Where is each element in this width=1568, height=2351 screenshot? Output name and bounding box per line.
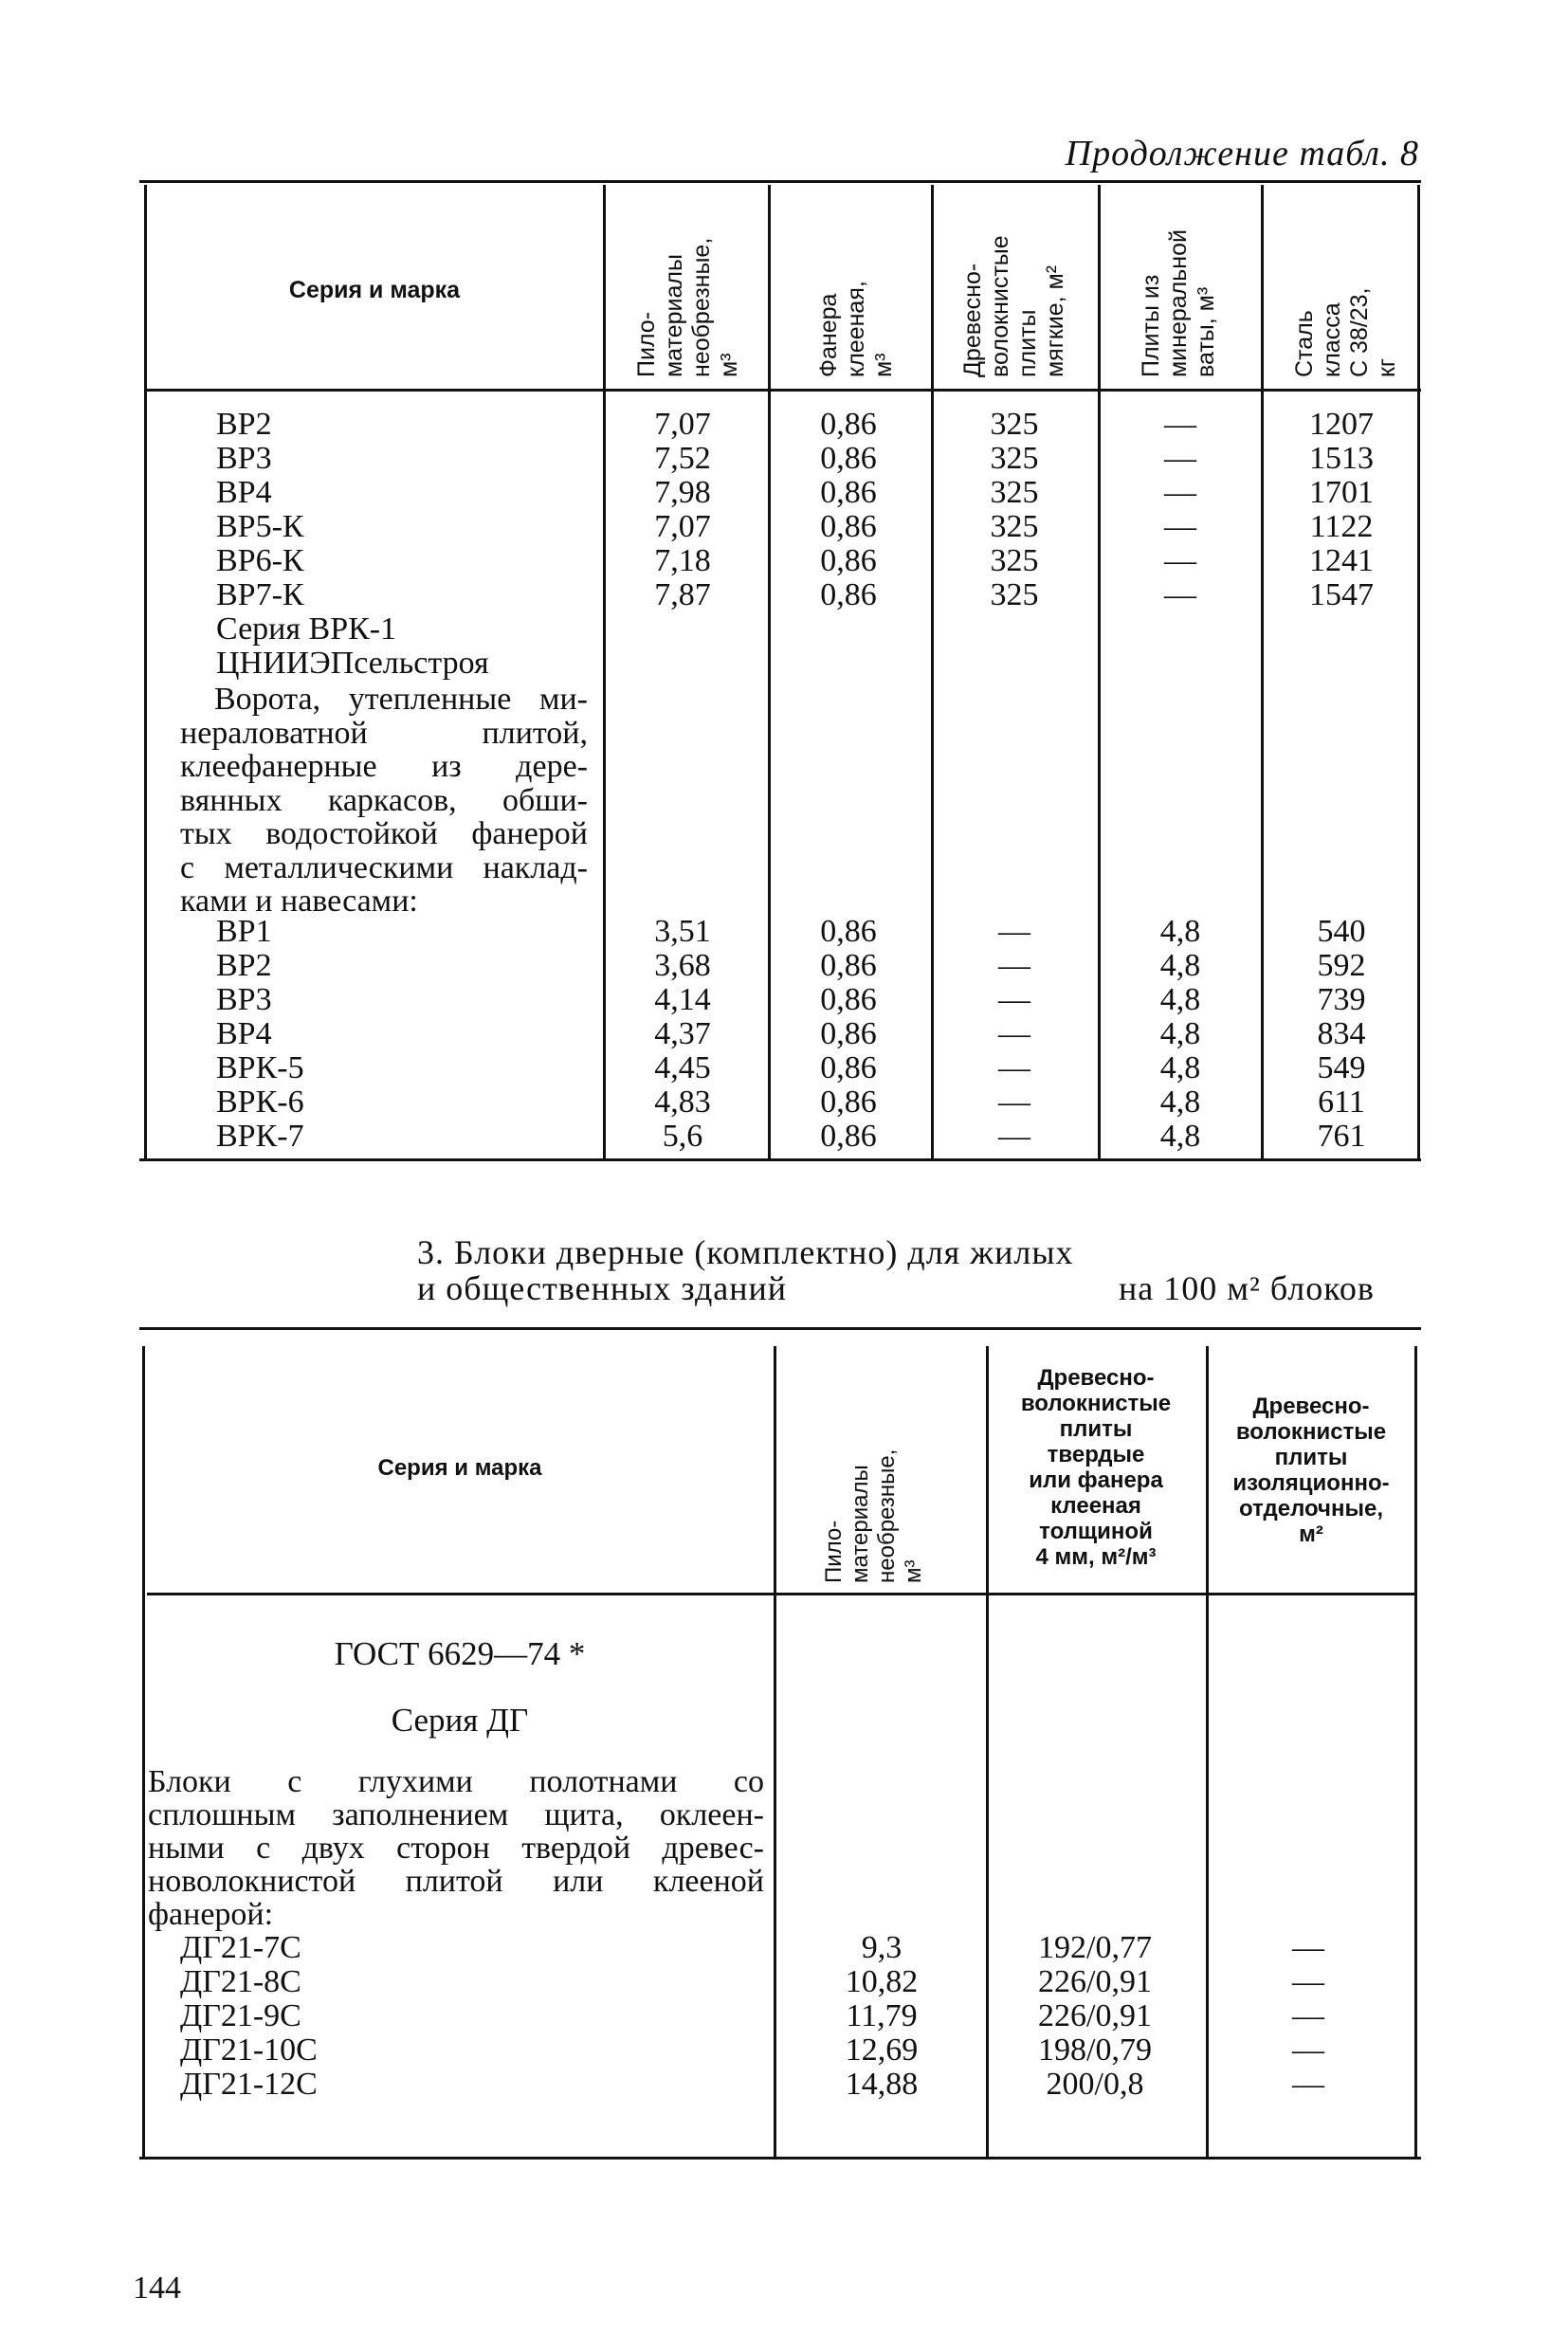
header-line: клееная, [843, 281, 869, 377]
table-cell: 4,8 [1159, 982, 1201, 1017]
table-cell: — [998, 914, 1030, 949]
table2-header-series: Серия и марка [377, 1455, 542, 1481]
table1-header-soft-fiberboard [959, 235, 1069, 377]
table-row-label: ВР5-К [216, 509, 304, 544]
table-cell: 5,6 [662, 1119, 703, 1154]
table1-soft-fiberboard-values-b [957, 915, 1071, 1154]
table2-hard-fiberboard-values [1005, 1931, 1185, 2102]
table-row-label: ВР4 [216, 1016, 272, 1051]
table-cell: 4,8 [1159, 1050, 1201, 1085]
header-line: необрезные, [874, 1449, 900, 1583]
table-cell: 7,07 [654, 407, 711, 442]
table-row-label: ДГ21-8С [180, 1964, 301, 1999]
table2-insulating-fiberboard-values [1261, 1931, 1356, 2102]
table-cell: — [998, 1050, 1030, 1085]
page-number: 144 [133, 2270, 181, 2305]
table-cell: 1241 [1309, 543, 1374, 578]
table-cell: 1207 [1309, 407, 1374, 442]
table-cell: 4,8 [1159, 1016, 1201, 1051]
table-row-label: ВР2 [216, 407, 272, 442]
header-line: материалы [661, 254, 687, 377]
table-row-label: ДГ21-10С [180, 2032, 318, 2068]
table-row-label: ВРК-7 [216, 1119, 304, 1154]
section-3-unit: на 100 м² блоков [1119, 1269, 1375, 1307]
table-cell: 4,14 [654, 982, 711, 1017]
header-line: 4 мм, м²/м³ [1035, 1544, 1157, 1570]
header-line: изоляционно- [1232, 1470, 1390, 1496]
table1-divider-3 [931, 185, 934, 1158]
table-cell: 3,68 [654, 948, 711, 983]
table2-description [148, 1765, 764, 1931]
table-cell: 325 [990, 543, 1039, 578]
table-cell: — [1164, 577, 1196, 612]
table-cell: 1701 [1309, 475, 1374, 510]
header-line: Древесно- [959, 263, 986, 377]
table1-mineral-wool-values-b [1123, 915, 1237, 1154]
table-row-label: ВРК-5 [216, 1050, 304, 1085]
table-row-label: ДГ21-7С [180, 1930, 301, 1965]
header-line: Пило- [633, 311, 660, 377]
table-row-label: ДГ21-12С [180, 2067, 318, 2102]
table-row-label: ВР1 [216, 914, 272, 949]
table-cell: 7,98 [654, 475, 711, 510]
table-cell: — [998, 1119, 1030, 1154]
header-line: м³ [901, 1559, 926, 1583]
table-cell: 11,79 [846, 1998, 918, 2033]
table-cell: 10,82 [845, 1964, 919, 1999]
table-cell: 834 [1317, 1016, 1366, 1051]
description-line: ными с двух сторон твердой древес- [148, 1831, 764, 1866]
description-line: нераловатной плитой, [180, 715, 588, 751]
table1-divider-2 [768, 185, 771, 1158]
header-line: м³ [716, 353, 742, 377]
table-cell: 325 [990, 577, 1039, 612]
table-cell: 325 [990, 509, 1039, 544]
table-cell: — [1164, 509, 1196, 544]
table-cell: 12,69 [845, 2032, 919, 2068]
table-cell: 226/0,91 [1038, 1964, 1152, 1999]
header-line: Плиты из [1138, 274, 1164, 377]
header-line: Древесно- [1252, 1394, 1370, 1419]
header-line: мягкие, м² [1042, 264, 1068, 377]
header-line: волокнистые [987, 235, 1013, 377]
table-row-label: ВР3 [216, 441, 272, 476]
table-cell: — [1164, 543, 1196, 578]
description-line: ками и навесами: [180, 884, 418, 919]
table-cell: 739 [1317, 982, 1366, 1017]
header-line: твердые [1047, 1442, 1145, 1467]
table-row-label: ВРК-6 [216, 1084, 304, 1120]
table2-series: Серия ДГ [391, 1702, 529, 1739]
table-cell: 0,86 [820, 1119, 877, 1154]
table1-steel-values-b [1285, 915, 1398, 1154]
table-cell: — [998, 1084, 1030, 1120]
table-cell: 7,07 [654, 509, 711, 544]
table-cell: 0,86 [820, 948, 877, 983]
table-cell: 0,86 [820, 475, 877, 510]
table1-series-column-b [216, 915, 304, 1154]
table1-lumber-values-b [626, 915, 739, 1154]
description-line: сплошным заполнением щита, оклеен- [148, 1797, 764, 1832]
table-cell: — [1164, 441, 1196, 476]
table-cell: 7,52 [654, 441, 711, 476]
table1-divider-1 [603, 185, 606, 1158]
series-organization: ЦНИИЭПсельстроя [216, 646, 489, 681]
header-line: Древесно- [1037, 1365, 1155, 1391]
description-line: вянных каркасов, обши- [180, 782, 588, 818]
table-cell: — [998, 982, 1030, 1017]
table1-divider-4 [1098, 185, 1101, 1158]
table-row-label: ВР4 [216, 475, 272, 510]
header-line: Пило- [821, 1520, 847, 1583]
table2-divider-1 [774, 1346, 776, 2157]
table-cell: 0,86 [820, 1016, 877, 1051]
header-line: м² [1299, 1522, 1323, 1547]
table1-left-border [144, 185, 147, 1158]
table-cell: 14,88 [845, 2067, 919, 2102]
table-cell: 611 [1318, 1084, 1365, 1120]
table2-header-hard-fiberboard [992, 1365, 1200, 1570]
table1-steel-values-a [1285, 408, 1398, 612]
header-line: класса [1319, 302, 1345, 377]
table-cell: 4,83 [654, 1084, 711, 1120]
table1-header-mineral-wool [1138, 229, 1220, 377]
table-row-label: ВР7-К [216, 577, 304, 612]
table-cell: 0,86 [820, 441, 877, 476]
table2-lumber-values [815, 1931, 948, 2102]
table2-series-column [180, 1931, 318, 2102]
table1-top-rule [139, 180, 1421, 183]
header-line: минеральной [1165, 229, 1192, 377]
header-line: ваты, м³ [1193, 286, 1219, 377]
table-cell: 0,86 [820, 982, 877, 1017]
table-cell: 192/0,77 [1038, 1930, 1152, 1965]
table-cell: 0,86 [820, 914, 877, 949]
table-cell: 4,8 [1159, 1119, 1201, 1154]
table-cell: 0,86 [820, 1050, 877, 1085]
table-cell: — [998, 948, 1030, 983]
table-cell: 9,3 [861, 1930, 903, 1965]
table-cell: — [1292, 2067, 1324, 2102]
table2-top-rule [139, 1327, 1421, 1330]
description-line: клеефанерные из дере- [180, 749, 588, 784]
table-cell: 4,37 [654, 1016, 711, 1051]
description-line: фанерой: [148, 1897, 274, 1932]
table-cell: — [1292, 1930, 1324, 1965]
section-3-title-line2: и общественных зданий [417, 1269, 788, 1307]
table-cell: 0,86 [820, 577, 877, 612]
table-cell: 1547 [1309, 577, 1374, 612]
table-cell: 549 [1317, 1050, 1366, 1085]
table-cell: 0,86 [820, 543, 877, 578]
table1-right-border [1417, 185, 1420, 1158]
table-row-label: ВР2 [216, 948, 272, 983]
table1-header-lumber [633, 238, 743, 377]
table1-description [180, 683, 588, 919]
header-line: клееная [1050, 1493, 1141, 1519]
table-cell: 592 [1317, 948, 1366, 983]
table-cell: 4,8 [1159, 948, 1201, 983]
table1-plywood-values-a [792, 408, 905, 612]
table2-left-border [142, 1346, 145, 2157]
table1-lumber-values-a [626, 408, 739, 612]
table1-bottom-rule [139, 1158, 1421, 1161]
header-line: Сталь [1291, 310, 1318, 377]
header-line: отделочные, [1238, 1496, 1383, 1522]
table-cell: 226/0,91 [1038, 1998, 1152, 2033]
table-cell: 4,8 [1159, 1084, 1201, 1120]
table-continuation-caption: Продолжение табл. 8 [1065, 134, 1419, 173]
table1-header-series: Серия и марка [288, 277, 461, 303]
table-cell: — [1292, 1998, 1324, 2033]
header-line: материалы [848, 1465, 873, 1583]
table-cell: 540 [1317, 914, 1366, 949]
header-line: волокнистые [1235, 1419, 1387, 1445]
table-cell: 3,51 [654, 914, 711, 949]
header-line: плиты [1274, 1445, 1348, 1470]
header-line: необрезные, [688, 237, 715, 377]
table1-header-rule [147, 389, 1421, 392]
table-cell: 325 [990, 407, 1039, 442]
table1-header-steel [1291, 287, 1401, 377]
header-line: кг [1374, 357, 1400, 377]
table2-divider-2 [986, 1346, 989, 2157]
table-cell: 7,87 [654, 577, 711, 612]
table2-header-insulating-fiberboard [1212, 1394, 1411, 1547]
table1-soft-fiberboard-values-a [957, 408, 1071, 612]
description-line: Ворота, утепленные ми- [214, 682, 588, 717]
series-title: Серия ВРК-1 [216, 611, 397, 647]
table-cell: 7,18 [654, 543, 711, 578]
table-cell: 325 [990, 441, 1039, 476]
table2-header-rule [147, 1593, 1415, 1595]
table-cell: 1122 [1309, 509, 1374, 544]
table-cell: — [1292, 2032, 1324, 2068]
table-cell: — [1164, 407, 1196, 442]
table-cell: 0,86 [820, 509, 877, 544]
table2-gost: ГОСТ 6629—74 * [334, 1635, 586, 1672]
table1-divider-5 [1261, 185, 1264, 1158]
table-cell: 4,8 [1159, 914, 1201, 949]
header-line: С 38/23, [1346, 287, 1373, 377]
table-cell: 325 [990, 475, 1039, 510]
table1-series-column-a [216, 408, 489, 681]
table1-header-plywood [815, 281, 898, 377]
description-line: с металлическими наклад- [180, 849, 588, 885]
table2-divider-3 [1206, 1346, 1209, 2157]
table-cell: — [998, 1016, 1030, 1051]
header-line: плиты [1059, 1416, 1133, 1442]
table1-plywood-values-b [792, 915, 905, 1154]
section-3-title-line1: 3. Блоки дверные (комплектно) для жилых [417, 1233, 1074, 1271]
description-line: Блоки с глухими полотнами со [148, 1764, 764, 1799]
description-line: тых водостойкой фанерой [180, 816, 588, 851]
table2-bottom-rule [139, 2157, 1421, 2160]
table-row-label: ДГ21-9С [180, 1998, 301, 2033]
header-line: Фанера [815, 293, 842, 377]
table-row-label: ВР3 [216, 982, 272, 1017]
table-cell: 1513 [1309, 441, 1374, 476]
table-row-label: ВР6-К [216, 543, 304, 578]
header-line: или фанера [1029, 1467, 1163, 1493]
header-line: волокнистые [1020, 1391, 1172, 1416]
table2-header-lumber [821, 1449, 927, 1583]
header-line: плиты [1014, 309, 1041, 377]
table-cell: 0,86 [820, 407, 877, 442]
table1-mineral-wool-values-a [1123, 408, 1237, 612]
table-cell: 198/0,79 [1038, 2032, 1152, 2068]
table-cell: — [1292, 1964, 1324, 1999]
table2-right-border [1414, 1346, 1417, 2157]
table-cell: 200/0,8 [1046, 2067, 1144, 2102]
table-cell: 4,45 [654, 1050, 711, 1085]
description-line: новолокнистой плитой или клееной [148, 1864, 764, 1899]
header-line: толщиной [1039, 1519, 1153, 1544]
header-line: м³ [870, 353, 897, 377]
table-cell: 0,86 [820, 1084, 877, 1120]
table-cell: 761 [1317, 1119, 1366, 1154]
table-cell: — [1164, 475, 1196, 510]
